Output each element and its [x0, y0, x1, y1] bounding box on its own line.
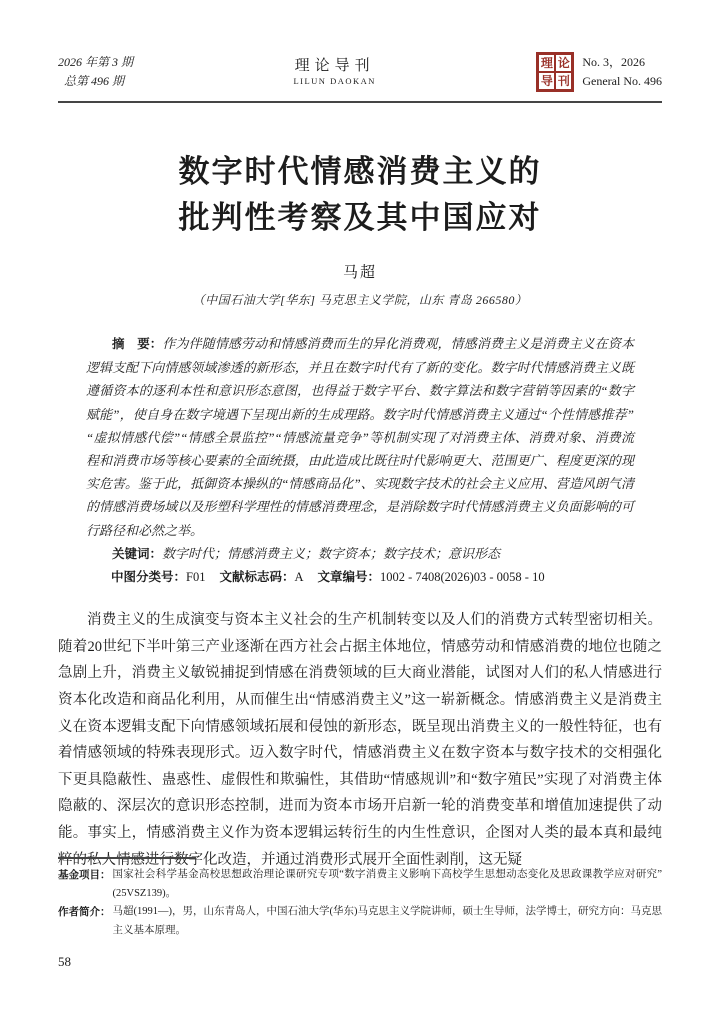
body-paragraph: 消费主义的生成演变与资本主义社会的生产机制转变以及人们的消费方式转型密切相关。随着20世纪下半叶第三产业逐渐在西方社会占据主体地位，情感劳动和情感消费的地位也随之急剧上升，消费主义敏锐捕捉到情感在消费领域的巨大商业潜能，试图对人们的私人情感进行资本化改造和商品化利用，从而催生出“情感消费主义”这一崭新概念。情感消费主义是消费主义在资本逻辑支配下向情感领域拓展和侵蚀的新形态，既呈现出消费主义的一般性特征，也有着情感领域的特殊表现形式。迈入数字时代，情感消费主义在数字资本与数字技术的交相强化下更具隐蔽性、蛊惑性、虚假性和欺骗性，其借助“情感规训”和“数字殖民”实现了对消费主体隐蔽的、深层次的意识形态控制，进而为资本市场开启新一轮的消费变革和增值加速提供了动能。事实上，情感消费主义作为资本逻辑运转衍生的内生性意识，企图对人类的最本真和最纯粹的私人情感进行数字化改造，并通过消费形式展开全面性剥削，这无疑: [58, 612, 662, 868]
issue-cn-line2: 总第 496 期: [64, 74, 125, 88]
seal-char: 刊: [555, 72, 572, 90]
doc-code-label: 文献标志码：: [219, 570, 295, 585]
journal-name-en: LILUN DAOKAN: [293, 75, 376, 86]
keywords-label: 关键词：: [112, 546, 163, 561]
issue-en-line1: No. 3，2026: [582, 55, 646, 69]
article-author: 马超: [342, 265, 377, 281]
journal-name-cn: 理论导刊: [294, 57, 375, 74]
issue-info-en: [536, 52, 662, 92]
page-header: [58, 0, 662, 94]
issue-en-line2: General No. 496: [582, 74, 662, 88]
clc-value: F01: [186, 570, 206, 585]
header-divider: [58, 101, 662, 103]
keywords-text: 数字时代；情感消费主义；数字资本；数字技术；意识形态: [162, 545, 501, 561]
fund-footnote: [58, 866, 662, 903]
classification-line: [86, 566, 634, 589]
keywords-line: [86, 542, 634, 566]
abstract-text: 作为伴随情感劳动和情感消费而生的异化消费观，情感消费主义是消费主义在资本逻辑支配下向情感领域渗透的新形态，并且在数字时代有了新的变化。数字时代情感消费主义既遵循资本的逐利本性和意识形态意图，也得益于数字平台、数字算法和数字营销等因素的“数字赋能”，使自身在数字境遇下呈现出新的生成理路。数字时代情感消费主义通过“个性情感推荐”“虚拟情感代偿”“情感全景监控”“情感流量竞争”等机制实现了对消费主体、消费对象、消费流程和消费市场等核心要素的全面统摄，由此造成比既往时代影响更大、范围更广、程度更深的现实危害。鉴于此，抵御资本操纵的“情感商品化”、实现数字技术的社会主义应用、营造风朗气清的情感消费场域以及形塑科学理性的情感消费理念，是消除数字时代情感消费主义负面影响的可行路径和必然之举。: [86, 336, 634, 538]
abstract-label: 摘 要：: [112, 337, 163, 351]
article-title-line1: 数字时代情感消费主义的: [178, 154, 542, 189]
fund-label: 基金项目：: [58, 869, 111, 881]
abstract-paragraph: [86, 332, 634, 542]
seal-char: 理: [538, 54, 555, 72]
issue-cn-line1: 2026 年第 3 期: [58, 55, 134, 69]
clc-label: 中图分类号：: [111, 570, 187, 585]
article-id-label: 文章编号：: [317, 570, 381, 585]
bio-text: 马超(1991—)，男，山东青岛人，中国石油大学(华东)马克思主义学院讲师，硕士生导师，法学博士，研究方向：马克思主义基本原理。: [112, 906, 662, 936]
bio-label: 作者简介：: [58, 906, 111, 918]
page-number: 58: [58, 954, 71, 969]
abstract-section: [86, 332, 634, 589]
page-footer: [58, 857, 662, 970]
author-bio-footnote: [58, 903, 662, 940]
article-title: [58, 149, 662, 241]
footnote-divider: [58, 857, 196, 859]
seal-char: 导: [538, 72, 555, 90]
fund-text: 国家社会科学基金高校思想政治理论课研究专项“数字消费主义影响下高校学生思想动态变化及思政课教学应对研究”(25VSZ139)。: [112, 869, 662, 899]
journal-name: [133, 57, 536, 88]
author-affiliation: （中国石油大学[华东] 马克思主义学院，山东 青岛 266580）: [192, 293, 528, 307]
doc-code-value: A: [294, 570, 304, 585]
article-id-value: 1002 - 7408(2026)03 - 0058 - 10: [380, 570, 545, 585]
journal-seal-icon: [536, 52, 574, 92]
issue-info-cn: [58, 53, 133, 91]
article-title-line2: 批判性考察及其中国应对: [178, 200, 542, 235]
seal-char: 论: [555, 54, 572, 72]
